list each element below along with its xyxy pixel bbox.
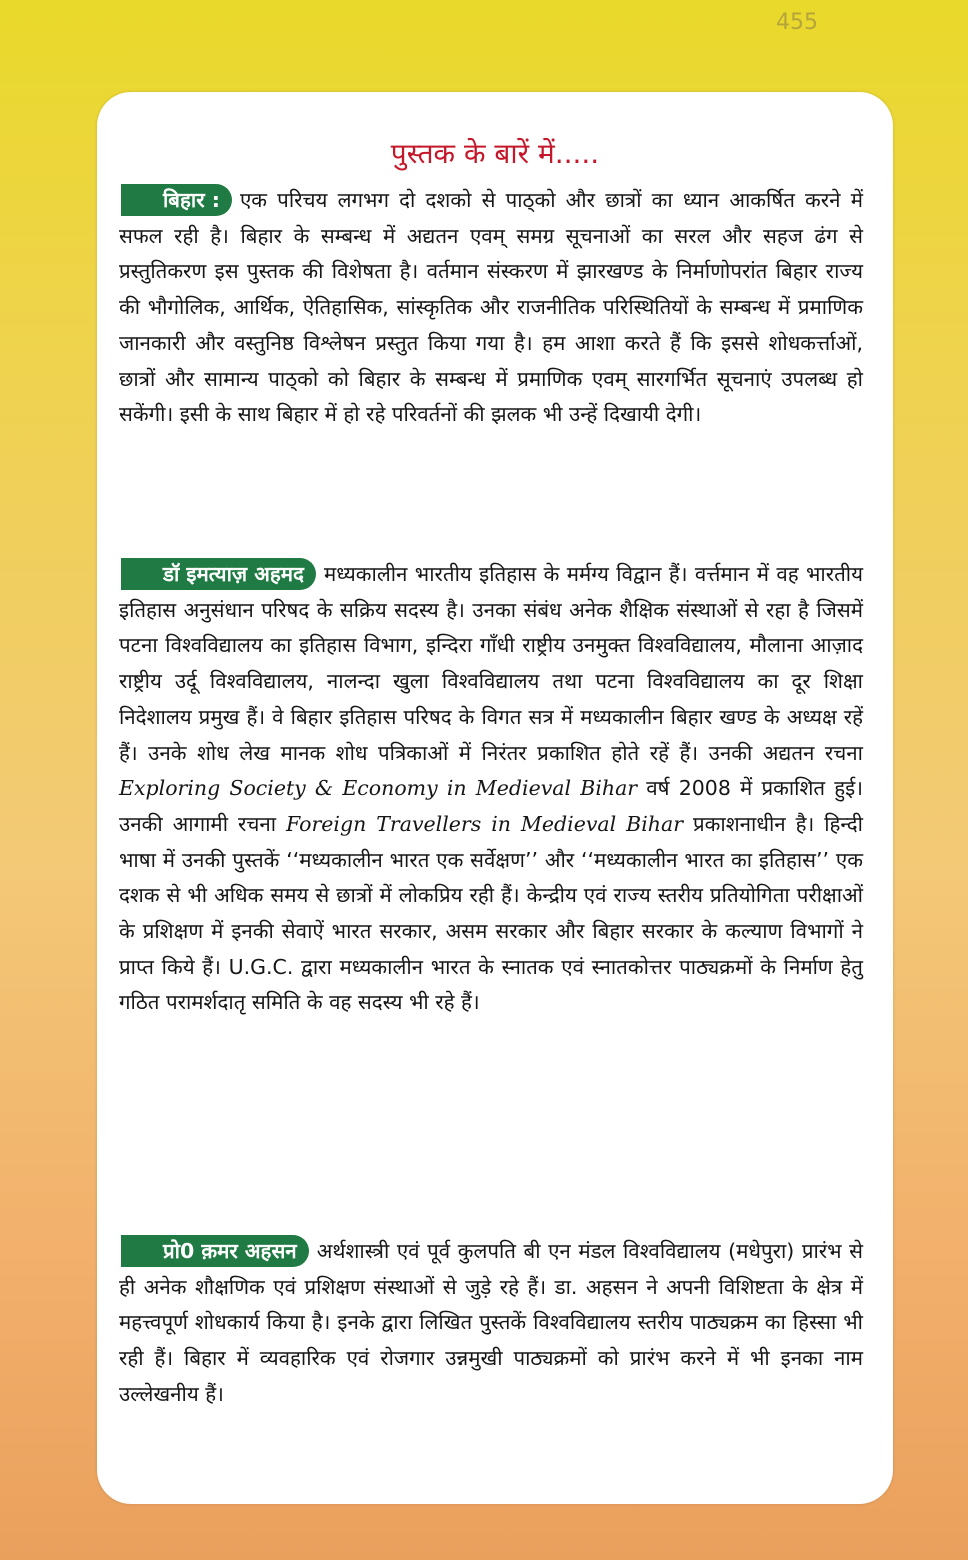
bihar-paragraph <box>119 183 863 433</box>
qamar-ahsan-paragraph <box>119 1234 863 1413</box>
imtiaz-text-b: वर्ष 2008 में प्रकाशित हुई। उनकी आगामी रचना <box>119 776 863 836</box>
handwritten-page-number: 455 <box>776 10 818 35</box>
imtiaz-text-a: मध्यकालीन भारतीय इतिहास के मर्मग्य विद्वान हैं। वर्त्तमान में वह भारतीय इतिहास अनुसंधान परिषद के सक्रिय सदस्य है। उनका संबंध अनेक शैक्षिक संस्थाओं से रहा है जिसमें पटना विश्वविद्यालय का इतिहास विभाग, इन्दिरा गाँधी राष्ट्रीय उनमुक्त विश्वविद्यालय, मौलाना आज़ाद राष्ट्रीय उर्दू विश्वविद्यालय, नालन्दा खुला विश्वविद्यालय तथा पटना विश्वविद्यालय का दूर शिक्षा निदेशालय प्रमुख हैं। वे बिहार इतिहास परिषद के विगत सत्र में मध्यकालीन बिहार खण्ड के अध्यक्ष रहें हैं। उनके शोध लेख मानक शोध पत्रिकाओं में निरंतर प्रकाशित होते रहें हैं। उनकी अद्यतन रचना <box>119 562 863 765</box>
qamar-text: अर्थशास्त्री एवं पूर्व कुलपति बी एन मंडल विश्वविद्यालय (मधेपुरा) प्रारंभ से ही अनेक शौक्षणिक एवं प्रशिक्षण संस्थाओं से जुड़े रहे हैं। डा. अहसन ने अपनी विशिष्टता के क्षेत्र में महत्त्वपूर्ण शोधकार्य किया है। इनके द्वारा लिखित पुस्तकें विश्वविद्यालय स्तरीय पाठ्यक्रम का हिस्सा भी रही हैं। बिहार में व्यवहारिक एवं रोजगार उन्नमुखी पाठ्यक्रमों को प्रारंभ करने में भी इनका नाम उल्लेखनीय हैं। <box>119 1239 863 1406</box>
book-title-foreign-travellers: Foreign Travellers in Medieval Bihar <box>286 811 684 836</box>
imtiaz-ahmad-paragraph <box>119 557 863 1021</box>
qamar-ahsan-tag: प्रो0 क़मर अहसन <box>121 1235 309 1267</box>
imtiaz-text-c: प्रकाशनाधीन है। हिन्दी भाषा में उनकी पुस्तकें ‘‘मध्यकालीन भारत एक सर्वेक्षण’’ और ‘‘मध्यकालीन भारत का इतिहास’’ एक दशक से भी अधिक समय से छात्रों में लोकप्रिय रही हैं। केन्द्रीय एवं राज्य स्तरीय प्रतियोगिता परीक्षाओं के प्रशिक्षण में इनकी सेवाऐं भारत सरकार, असम सरकार और बिहार सरकार के कल्याण विभागों ने प्राप्त किये हैं। U.G.C. द्वारा मध्यकालीन भारत के स्नातक एवं स्नातकोत्तर पाठ्यक्रमों के निर्माण हेतु गठित परामर्शदातृ समिति के वह सदस्य भी रहे हैं। <box>119 811 863 1015</box>
bihar-tag: बिहार : <box>121 184 232 216</box>
about-book-panel <box>97 92 893 1504</box>
section-heading: पुस्तक के बारें में..... <box>390 137 600 170</box>
book-title-exploring: Exploring Society & Economy in Medieval Bihar <box>119 776 638 801</box>
imtiaz-ahmad-tag: डॉ इमत्याज़ अहमद <box>121 558 316 590</box>
bihar-text: एक परिचय लगभग दो दशको से पाठ्को और छात्रों का ध्यान आकर्षित करने में सफल रही है। बिहार के सम्बन्ध में अद्यतन एवम् समग्र सूचनाओं का सरल और सहज ढंग से प्रस्तुतिकरण इस पुस्तक की विशेषता है। वर्तमान संस्करण में झारखण्ड के निर्माणोपरांत बिहार राज्य की भौगोलिक, आर्थिक, ऐतिहासिक, सांस्कृतिक और राजनीतिक परिस्थितियों के सम्बन्ध में प्रमाणिक जानकारी और वस्तुनिष्ठ विश्लेषन प्रस्तुत किया गया है। हम आशा करते हैं कि इससे शोधकर्त्ताओं, छात्रों और सामान्य पाठ्को को बिहार के सम्बन्ध में प्रमाणिक एवम् सारगर्भित सूचनाएं उपलब्ध हो सकेंगी। इसी के साथ बिहार में हो रहे परिवर्तनों की झलक भी उन्हें दिखायी देगी। <box>119 188 863 427</box>
